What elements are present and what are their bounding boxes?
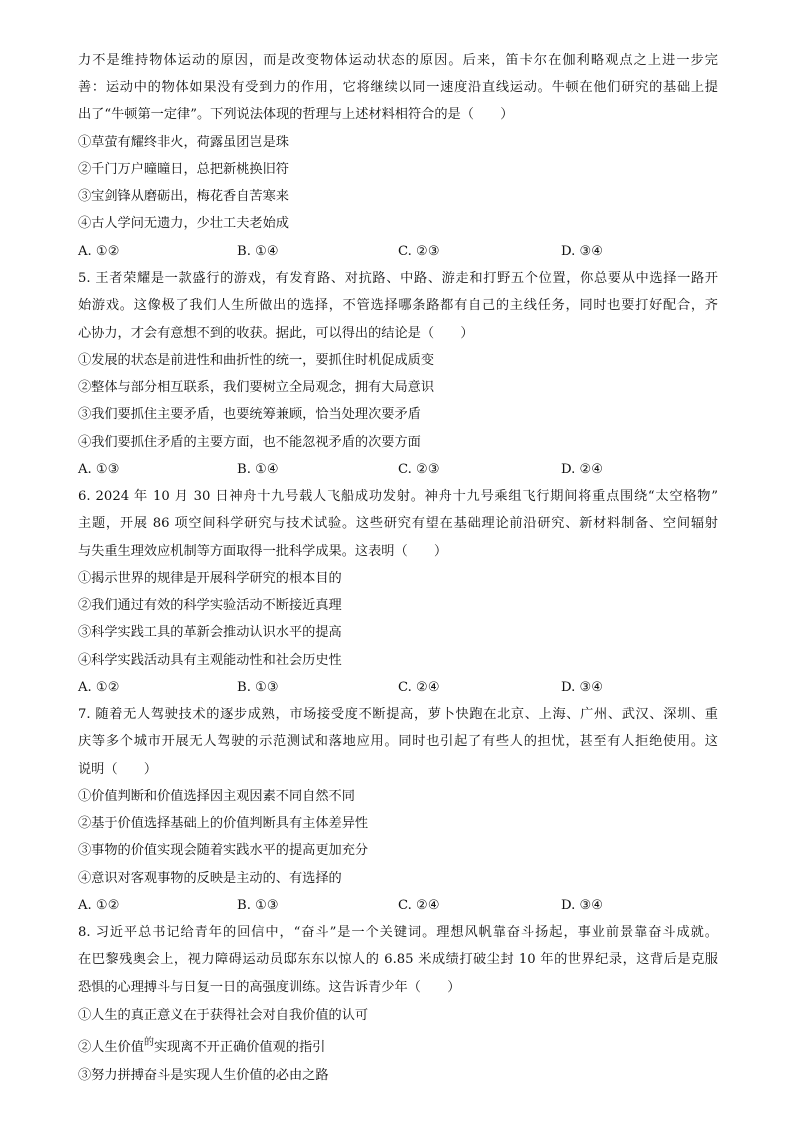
q8-item — [78, 1039, 325, 1058]
q5-stem-line: 始游戏。这像极了我们人生所做出的选择，不管选择哪条路都有自己的主线任务，同时也要打好配合，齐 — [78, 298, 718, 313]
q6-item: ①揭示世界的规律是开展科学研究的根本目的 — [78, 571, 342, 586]
q4-option-d: D. ③④ — [561, 244, 604, 259]
q6-option-b: B. ①③ — [237, 680, 279, 695]
q7-option-a: A. ①② — [78, 898, 120, 913]
q4-item: ③宝剑锋从磨砺出，梅花香自苦寒来 — [78, 189, 289, 204]
q8-item2-part-b: 实现离不开正确价值观的指引 — [153, 1040, 326, 1055]
intro-line: 善：运动中的物体如果没有受到力的作用，它将继续以同一速度沿直线运动。牛顿在他们研究的基础上提 — [78, 80, 718, 95]
q8-stem-line: 恐惧的心理搏斗与日复一日的高强度训练。这告诉青少年（ ） — [78, 980, 461, 995]
q7-stem-line: 7. 随着无人驾驶技术的逐步成熟，市场接受度不断提高，萝卜快跑在北京、上海、广州、武汉、深圳、重 — [78, 707, 718, 722]
q6-option-d: D. ③④ — [561, 680, 604, 695]
q6-option-a: A. ①② — [78, 680, 120, 695]
q4-option-a: A. ①② — [78, 244, 120, 259]
q4-item: ①草萤有耀终非火，荷露虽团岂是珠 — [78, 135, 289, 150]
q7-option-c: C. ②④ — [398, 898, 440, 913]
q6-stem-line: 主题，开展 86 项空间科学研究与技术试验。这些研究有望在基础理论前沿研究、新材料制备、空间辐射 — [78, 516, 718, 531]
q5-item: ③我们要抓住主要矛盾，也要统筹兼顾，恰当处理次要矛盾 — [78, 407, 421, 422]
q5-option-b: B. ①④ — [237, 462, 279, 477]
q8-item: ①人生的真正意义在于获得社会对自我价值的认可 — [78, 1008, 369, 1023]
q4-option-c: C. ②③ — [398, 244, 440, 259]
q7-option-d: D. ③④ — [561, 898, 604, 913]
q6-item: ②我们通过有效的科学实验活动不断接近真理 — [78, 598, 342, 613]
q8-item: ③努力拼搏奋斗是实现人生价值的必由之路 — [78, 1068, 329, 1083]
q7-option-b: B. ①③ — [237, 898, 279, 913]
q4-option-b: B. ①④ — [237, 244, 279, 259]
q7-stem-line: 说明（ ） — [78, 762, 158, 777]
q8-item2-insert: 的 — [143, 1037, 154, 1048]
q7-item: ①价值判断和价值选择因主观因素不同自然不同 — [78, 789, 355, 804]
q7-item: ④意识对客观事物的反映是主动的、有选择的 — [78, 871, 342, 886]
intro-line: 力不是维持物体运动的原因，而是改变物体运动状态的原因。后来，笛卡尔在伽利略观点之上进一步完 — [78, 53, 718, 68]
q7-stem-line: 庆等多个城市开展无人驾驶的示范测试和落地应用。同时也引起了有些人的担忧，甚至有人拒绝使用。这 — [78, 734, 718, 749]
q7-item: ②基于价值选择基础上的价值判断具有主体差异性 — [78, 816, 369, 831]
intro-line: 出了“牛顿第一定律”。下列说法体现的哲理与上述材料相符合的是（ ） — [78, 107, 514, 122]
q4-item: ④古人学问无遗力，少壮工夫老始成 — [78, 216, 289, 231]
q8-stem-line: 8. 习近平总书记给青年的回信中，“奋斗”是一个关键词。理想风帆靠奋斗扬起，事业前景靠奋斗成就。 — [78, 925, 718, 940]
q5-item: ①发展的状态是前进性和曲折性的统一，要抓住时机促成质变 — [78, 353, 435, 368]
q6-option-c: C. ②④ — [398, 680, 440, 695]
q4-item: ②千门万户曈曈日，总把新桃换旧符 — [78, 162, 289, 177]
q5-item: ②整体与部分相互联系，我们要树立全局观念，拥有大局意识 — [78, 380, 435, 395]
q6-stem-line: 与失重生理效应机制等方面取得一批科学成果。这表明（ ） — [78, 544, 448, 559]
q6-item: ④科学实践活动具有主观能动性和社会历史性 — [78, 653, 342, 668]
q6-item: ③科学实践工具的革新会推动认识水平的提高 — [78, 625, 342, 640]
q5-option-d: D. ②④ — [561, 462, 604, 477]
q8-stem-line: 在巴黎残奥会上，视力障碍运动员邸东东以惊人的 6.85 米成绩打破尘封 10 年的世界纪录，这背后是克服 — [78, 952, 718, 967]
q5-option-c: C. ②③ — [398, 462, 440, 477]
q6-stem-line: 6. 2024 年 10 月 30 日神舟十九号载人飞船成功发射。神舟十九号乘组飞行期间将重点围绕“太空格物” — [78, 489, 718, 504]
q5-item: ④我们要抓住矛盾的主要方面，也不能忽视矛盾的次要方面 — [78, 435, 421, 450]
q5-option-a: A. ①③ — [78, 462, 120, 477]
q5-stem-line: 5. 王者荣耀是一款盛行的游戏，有发育路、对抗路、中路、游走和打野五个位置，你总要从中选择一路开 — [78, 271, 718, 286]
q5-stem-line: 心协力，才会有意想不到的收获。据此，可以得出的结论是（ ） — [78, 326, 474, 341]
q8-item2-part-a: ②人生价值 — [78, 1040, 144, 1055]
q7-item: ③事物的价值实现会随着实践水平的提高更加充分 — [78, 843, 369, 858]
